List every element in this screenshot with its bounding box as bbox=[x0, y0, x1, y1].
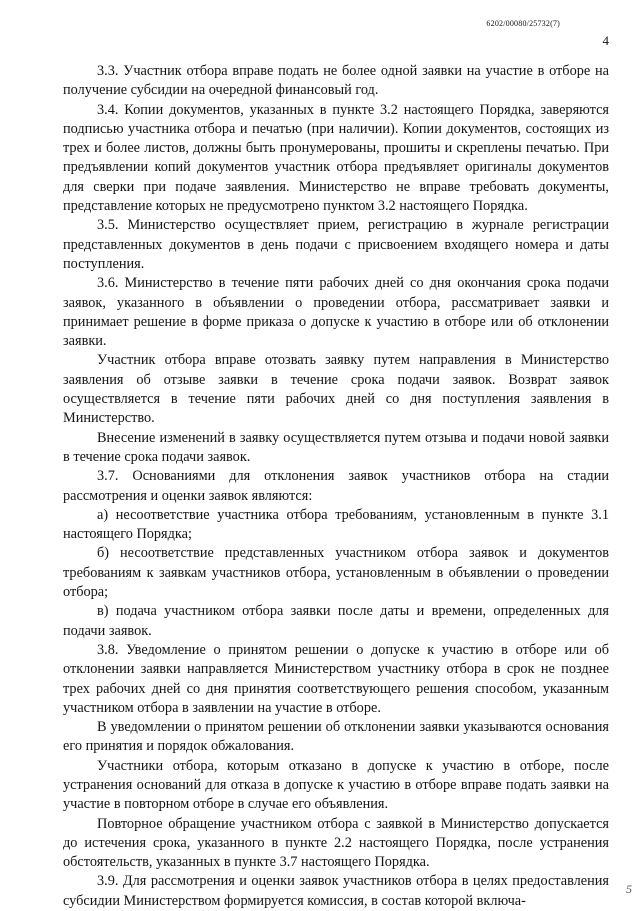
paragraph-3-4: 3.4. Копии документов, указанных в пункте 3.2 настоящего Порядка, заверяются подписью участника отбора и печатью (при наличии). Копии документов, состоящих из трех и более листов, должны быть пронумерованы, прошиты и скреплены печатью. При предъявлении копий документов участник отбора предъявляет оригиналы документов для сверки при подаче заявления. Министерство не вправе требовать документы, представление которых не предусмотрено пунктом 3.2 настоящего Порядка. bbox=[63, 101, 609, 215]
paragraph-amendment: Внесение изменений в заявку осуществляется путем отзыва и подачи новой заявки в течение срока подачи заявок. bbox=[63, 429, 609, 465]
paragraph-3-7: 3.7. Основаниями для отклонения заявок участников отбора на стадии рассмотрения и оценки заявок являются: bbox=[63, 468, 609, 504]
list-item-v: в) подача участником отбора заявки после даты и времени, определенных для подачи заявок. bbox=[63, 603, 609, 639]
paragraph-3-9: 3.9. Для рассмотрения и оценки заявок участников отбора в целях предоставления субсидии Министерством формируется комиссия, в состав которой включа- bbox=[63, 873, 609, 909]
paragraph-repeat-application: Повторное обращение участником отбора с заявкой в Министерство допускается до истечения срока, указанного в пункте 2.2 настоящего Порядка, после устранения обстоятельств, указанных в пункте 3.7 настоящего Порядка. bbox=[63, 815, 609, 871]
paragraph-withdrawal: Участник отбора вправе отозвать заявку путем направления в Министерство заявления об отзыве заявки в течение срока подачи заявок. Возврат заявок осуществляется в течение пяти рабочих дней со дня поступления заявления в Министерство. bbox=[63, 352, 609, 427]
list-item-a: а) несоответствие участника отбора требованиям, установленным в пункте 3.1 настоящего Порядка; bbox=[63, 506, 609, 543]
paragraph-resubmission: Участники отбора, которым отказано в допуске к участию в отборе, после устранения оснований для отказа в допуске к участию в отборе вправе подать заявки на участие в повторном отборе в случае его объявления. bbox=[63, 757, 609, 813]
paragraph-3-8: 3.8. Уведомление о принятом решении о допуске к участию в отборе или об отклонении заявки направляется Министерством участнику отбора в срок не позднее трех рабочих дней со дня принятия соответствующего решения способом, указанным участником отбора в заявлении на участие в отборе. bbox=[63, 641, 609, 716]
paragraph-3-3: 3.3. Участник отбора вправе подать не более одной заявки на участие в отборе на получение субсидии на очередной финансовый год. bbox=[63, 63, 609, 99]
document-id: 6202/00080/25732(7) bbox=[486, 19, 560, 28]
page-number: 4 bbox=[602, 33, 609, 48]
list-item-b: б) несоответствие представленных участником отбора заявок и документов требованиям к заявкам участников отбора, установленным в объявлении о проведении отбора; bbox=[63, 545, 609, 601]
paragraph-rejection-notice: В уведомлении о принятом решении об отклонении заявки указываются основания его принятия и порядок обжалования. bbox=[63, 719, 609, 755]
document-body bbox=[63, 62, 609, 911]
paragraph-3-5: 3.5. Министерство осуществляет прием, регистрацию в журнале регистрации представленных документов в день подачи с присвоением входящего номера и даты поступления. bbox=[63, 217, 609, 272]
handwritten-page-mark: 5 bbox=[626, 882, 632, 896]
paragraph-3-6: 3.6. Министерство в течение пяти рабочих дней со дня окончания срока подачи заявок, указанного в объявлении о проведении отбора, рассматривает заявки и принимает решение в форме приказа о допуске к участию в отборе или об отклонении заявки. bbox=[63, 275, 609, 350]
